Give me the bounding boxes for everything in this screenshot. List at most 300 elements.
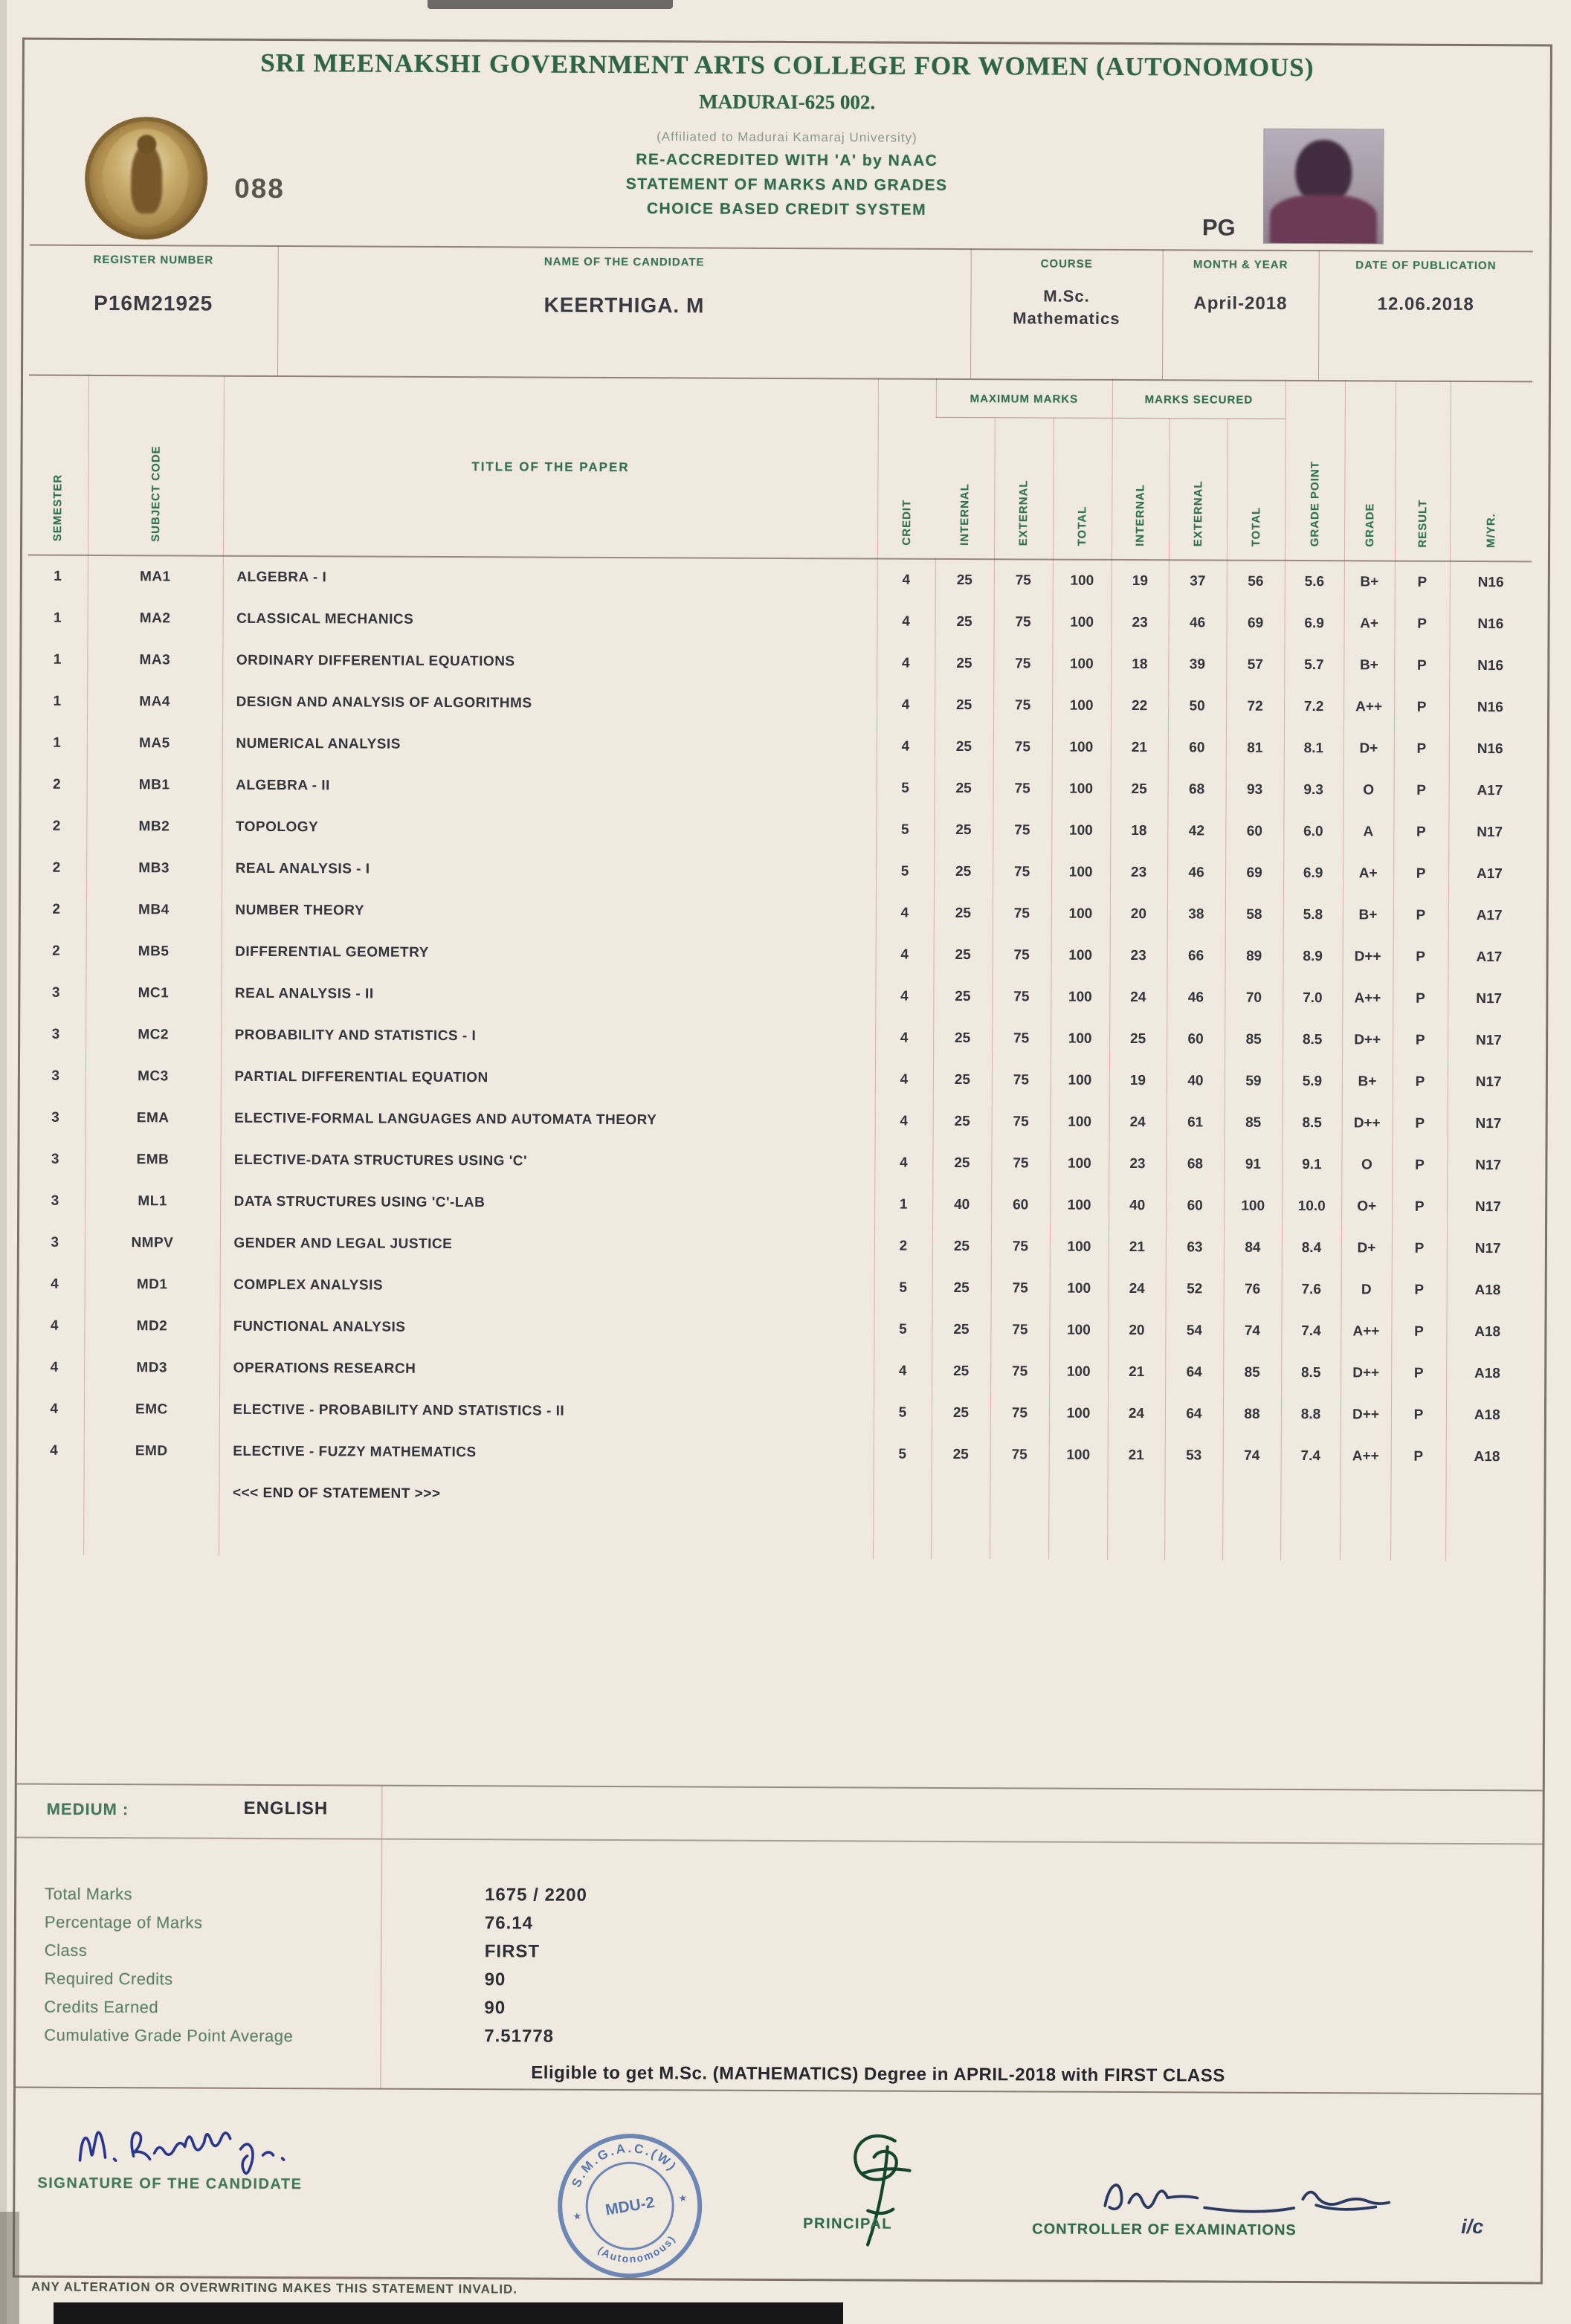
cell-mt: 100	[1049, 1434, 1108, 1476]
cell-st: 84	[1224, 1227, 1282, 1268]
cell-mi: 25	[932, 1308, 990, 1350]
cell-se: 64	[1165, 1352, 1223, 1393]
percentage-label: Percentage of Marks	[44, 1912, 203, 1932]
cell-mt: 100	[1051, 768, 1110, 810]
cell-title: NUMERICAL ANALYSIS	[222, 723, 877, 767]
cell-mi: 25	[934, 767, 993, 809]
cell-si: 23	[1111, 601, 1168, 643]
cell-myr: A18	[1446, 1436, 1528, 1477]
cell-si: 22	[1111, 685, 1168, 726]
cell-myr: N17	[1448, 1019, 1529, 1061]
cell-mt: 100	[1050, 1226, 1109, 1268]
college-round-stamp	[542, 2118, 718, 2294]
header-grade-point: GRADE POINT	[1285, 381, 1345, 561]
serial-number: 088	[234, 172, 285, 204]
cell-credit: 5	[874, 1267, 932, 1308]
cell-mi: 25	[932, 1225, 991, 1267]
cell-title: DIFFERENTIAL GEOMETRY	[222, 931, 876, 975]
cell-si: 19	[1109, 1059, 1167, 1101]
svg-text:★: ★	[572, 2210, 583, 2223]
cell-title: FUNCTIONAL ANALYSIS	[219, 1305, 874, 1350]
cell-title: PROBABILITY AND STATISTICS - I	[221, 1014, 875, 1059]
cell-mi: 25	[933, 1059, 992, 1100]
cell-st: 70	[1225, 977, 1283, 1019]
cell-result: P	[1393, 978, 1448, 1019]
header-title: TITLE OF THE PAPER	[223, 376, 878, 558]
cell-mi: 25	[932, 1433, 990, 1475]
principal-signature	[784, 2121, 964, 2256]
cell-gp: 8.5	[1283, 1102, 1342, 1143]
cell-gp: 7.4	[1281, 1310, 1341, 1352]
cell-credit: 4	[876, 934, 934, 975]
cell-gp: 7.4	[1281, 1435, 1341, 1476]
cell-mt: 100	[1049, 1309, 1108, 1351]
cell-se: 38	[1167, 894, 1225, 935]
course-cell	[970, 249, 1163, 379]
cell-code: EMD	[84, 1430, 219, 1472]
cell-st: 85	[1223, 1352, 1281, 1393]
cell-mt: 100	[1051, 935, 1110, 976]
cell-mt: 100	[1052, 726, 1111, 768]
cell-si: 20	[1110, 893, 1167, 935]
cell-code: MB1	[87, 764, 222, 806]
cell-code: MA5	[87, 722, 222, 764]
cell-grade: D+	[1343, 728, 1394, 769]
cell-st: 76	[1224, 1268, 1282, 1310]
cell-sem: 2	[53, 776, 61, 793]
cell-code: MB2	[86, 805, 222, 848]
cell-se: 66	[1167, 935, 1225, 977]
affiliation-line: (Affiliated to Madurai Kamaraj University)	[657, 129, 917, 145]
cell-me: 75	[991, 1226, 1050, 1268]
cell-grade: D++	[1343, 936, 1393, 978]
required-credits-label: Required Credits	[44, 1969, 173, 1989]
header-semester: SEMESTER	[51, 474, 65, 542]
cell-result: P	[1393, 1103, 1448, 1144]
header-sec-total: TOTAL	[1227, 419, 1285, 560]
cell-result: P	[1392, 1144, 1447, 1186]
cell-se: 52	[1166, 1268, 1224, 1310]
cell-sem: 3	[51, 1151, 59, 1167]
college-emblem	[85, 117, 208, 240]
cell-title: ELECTIVE - PROBABILITY AND STATISTICS - II	[219, 1389, 874, 1433]
cell-result: P	[1393, 1019, 1448, 1061]
cell-myr: A17	[1449, 769, 1531, 811]
cell-result: P	[1392, 1269, 1447, 1311]
cell-code: MA2	[87, 597, 222, 639]
cell-title: GENDER AND LEGAL JUSTICE	[220, 1222, 874, 1267]
cell-se: 68	[1168, 769, 1226, 810]
cell-code: MD2	[84, 1305, 219, 1347]
cell-me: 75	[993, 893, 1051, 935]
register-number-cell	[29, 245, 278, 375]
cell-gp: 8.5	[1281, 1352, 1341, 1393]
cell-title: ALGEBRA - II	[222, 764, 877, 809]
cgpa-label: Cumulative Grade Point Average	[44, 2025, 294, 2046]
cell-sem: 2	[52, 859, 61, 876]
cell-sem: 3	[51, 984, 60, 1001]
table-row	[25, 1180, 1529, 1228]
cell-credit: 4	[877, 601, 935, 642]
cell-me: 75	[994, 559, 1053, 601]
cell-result: P	[1391, 1394, 1446, 1436]
cell-gp: 8.1	[1284, 727, 1343, 769]
cell-mt: 100	[1050, 1268, 1109, 1309]
table-row	[26, 1097, 1529, 1145]
cell-grade: D++	[1341, 1352, 1391, 1394]
accreditation-line: RE-ACCREDITED WITH 'A' by NAAC	[636, 151, 938, 170]
cell-myr: N17	[1448, 1103, 1529, 1144]
cell-grade: D++	[1341, 1394, 1391, 1436]
cell-se: 39	[1168, 644, 1226, 685]
header-marks-secured-group: MARKS SECURED	[1112, 380, 1285, 419]
publication-date-label: DATE OF PUBLICATION	[1355, 259, 1497, 273]
credits-earned-value: 90	[484, 1998, 506, 2018]
marks-table-body	[25, 555, 1532, 1478]
cell-myr: N17	[1448, 1061, 1529, 1103]
cell-sem: 4	[51, 1276, 59, 1292]
cell-myr: N17	[1448, 811, 1530, 853]
cell-st: 74	[1223, 1310, 1281, 1352]
cell-result: P	[1393, 853, 1448, 894]
table-row	[28, 597, 1531, 645]
cell-mt: 100	[1052, 685, 1111, 726]
cell-se: 50	[1168, 685, 1226, 727]
cell-credit: 5	[876, 809, 934, 850]
cell-si: 40	[1109, 1184, 1166, 1226]
cell-mi: 25	[934, 809, 993, 850]
cell-me: 75	[990, 1351, 1049, 1392]
cell-mi: 25	[933, 1017, 992, 1059]
cell-mt: 100	[1051, 976, 1109, 1018]
summary-row-cgpa	[16, 2021, 1541, 2056]
cell-mt: 100	[1049, 1392, 1108, 1434]
cell-st: 69	[1225, 852, 1283, 894]
cell-gp: 5.8	[1283, 894, 1343, 935]
cell-se: 42	[1167, 810, 1225, 852]
cell-credit: 5	[874, 1392, 932, 1433]
cell-result: P	[1391, 1311, 1446, 1352]
cell-st: 58	[1225, 894, 1283, 935]
cell-si: 23	[1110, 935, 1167, 976]
cell-grade: B+	[1343, 645, 1394, 686]
cell-si: 23	[1110, 851, 1167, 893]
medium-band	[16, 1784, 1542, 1845]
cell-me: 75	[991, 1143, 1050, 1184]
course-label: COURSE	[1040, 257, 1093, 271]
cell-me: 75	[993, 643, 1052, 685]
cell-code: MD3	[84, 1346, 219, 1389]
table-row	[25, 1346, 1528, 1395]
cell-me: 75	[990, 1392, 1049, 1434]
marks-table	[24, 375, 1532, 1561]
cell-me: 75	[992, 1018, 1051, 1059]
cell-gp: 10.0	[1282, 1185, 1341, 1227]
principal-signature-label: PRINCIPAL	[803, 2215, 893, 2233]
cell-gp: 7.6	[1282, 1268, 1341, 1310]
cell-gp: 8.5	[1283, 1019, 1342, 1060]
cell-si: 21	[1109, 1226, 1166, 1268]
header-sec-internal: INTERNAL	[1112, 418, 1170, 559]
cell-mt: 100	[1051, 1018, 1109, 1059]
table-row	[26, 1055, 1529, 1103]
svg-text:MDU-2: MDU-2	[604, 2193, 657, 2219]
credits-earned-label: Credits Earned	[44, 1997, 159, 2017]
cell-mt: 100	[1051, 893, 1110, 935]
header-credit: CREDIT	[877, 379, 936, 559]
cell-title: OPERATIONS RESEARCH	[219, 1347, 874, 1392]
cell-mi: 25	[932, 1392, 990, 1433]
cell-mi: 25	[935, 642, 993, 684]
cell-sem: 1	[53, 693, 62, 709]
cell-mt: 100	[1050, 1143, 1109, 1184]
cell-se: 64	[1165, 1393, 1223, 1435]
month-year-label: MONTH & YEAR	[1193, 258, 1288, 271]
cell-title: DESIGN AND ANALYSIS OF ALGORITHMS	[222, 681, 877, 726]
cell-mi: 25	[932, 1142, 991, 1184]
svg-text:(Autonomous): (Autonomous)	[596, 2232, 678, 2265]
cell-credit: 4	[875, 1059, 933, 1100]
publication-date-value: 12.06.2018	[1377, 294, 1474, 315]
cell-me: 75	[993, 601, 1052, 643]
cell-si: 19	[1112, 559, 1169, 601]
cell-myr: A18	[1446, 1311, 1528, 1352]
cell-title: ALGEBRA - I	[223, 555, 877, 601]
marks-table-footer-rows	[24, 1471, 1528, 1561]
cell-si: 23	[1109, 1143, 1166, 1184]
cell-me: 60	[991, 1184, 1050, 1226]
cell-st: 89	[1225, 935, 1283, 977]
cell-grade: B+	[1342, 1061, 1393, 1103]
cell-sem: 4	[50, 1401, 59, 1417]
cell-mi: 25	[934, 934, 993, 975]
cell-mt: 100	[1052, 601, 1111, 643]
cell-me: 75	[993, 768, 1051, 810]
cell-myr: A17	[1448, 936, 1530, 978]
cell-code: EMB	[85, 1138, 220, 1181]
cell-myr: N17	[1447, 1227, 1529, 1269]
table-row	[28, 764, 1531, 812]
cell-mt: 100	[1051, 810, 1110, 851]
cell-st: 81	[1226, 727, 1284, 769]
cell-code: MB3	[86, 847, 222, 889]
cell-sem: 4	[50, 1317, 59, 1334]
cell-me: 75	[993, 685, 1052, 726]
cell-grade: A+	[1344, 603, 1395, 645]
table-row	[26, 1013, 1529, 1062]
cell-gp: 5.7	[1284, 644, 1343, 685]
cell-mi: 25	[932, 1350, 990, 1392]
medium-label: MEDIUM :	[46, 1799, 129, 1819]
cell-mi: 25	[935, 601, 993, 642]
cell-code: MA4	[87, 680, 222, 723]
header-sec-external: EXTERNAL	[1169, 419, 1228, 560]
cell-se: 53	[1165, 1435, 1223, 1476]
cell-se: 37	[1169, 560, 1227, 602]
cell-me: 75	[993, 851, 1051, 893]
cell-st: 69	[1226, 602, 1284, 644]
cell-code: MB5	[86, 930, 222, 972]
cell-title: CLASSICAL MECHANICS	[222, 598, 877, 642]
total-marks-label: Total Marks	[45, 1884, 133, 1904]
cell-code: MB4	[86, 888, 222, 931]
document-frame	[13, 38, 1552, 2285]
cell-si: 21	[1108, 1351, 1165, 1392]
cell-myr: N16	[1449, 645, 1531, 686]
cell-myr: N17	[1447, 1186, 1529, 1227]
cell-credit: 4	[877, 726, 935, 767]
cell-si: 24	[1109, 1268, 1166, 1309]
cell-st: 59	[1225, 1060, 1283, 1102]
cell-gp: 8.8	[1281, 1393, 1341, 1435]
register-number-label: REGISTER NUMBER	[93, 253, 214, 267]
cell-sem: 1	[54, 568, 62, 584]
cell-result: P	[1393, 894, 1448, 936]
candidate-signature	[71, 2113, 309, 2181]
cell-credit: 4	[877, 684, 935, 726]
cell-grade: D++	[1342, 1019, 1393, 1061]
cell-credit: 4	[874, 1142, 932, 1184]
result-summary	[16, 1843, 1542, 2056]
cell-gp: 9.3	[1284, 769, 1343, 810]
cell-me: 75	[990, 1434, 1049, 1476]
emblem-figure-head	[137, 135, 156, 154]
cell-mt: 100	[1052, 643, 1111, 685]
cell-result: P	[1394, 686, 1449, 728]
cell-sem: 3	[51, 1109, 59, 1126]
cell-se: 60	[1168, 727, 1226, 769]
cell-credit: 4	[875, 1100, 933, 1142]
cell-title: ELECTIVE - FUZZY MATHEMATICS	[219, 1430, 874, 1475]
cell-st: 100	[1224, 1185, 1282, 1227]
cell-mi: 25	[935, 558, 994, 601]
cell-grade: A++	[1341, 1311, 1391, 1352]
cell-sem: 1	[54, 610, 62, 626]
cell-grade: O	[1341, 1144, 1392, 1186]
cell-myr: A18	[1447, 1269, 1529, 1311]
cell-si: 25	[1109, 1018, 1167, 1059]
cell-mi: 40	[932, 1184, 991, 1225]
publication-date-cell	[1318, 251, 1533, 381]
cell-mt: 100	[1051, 1101, 1109, 1143]
cell-credit: 5	[874, 1308, 932, 1350]
table-row	[27, 847, 1530, 895]
class-value: FIRST	[484, 1941, 541, 1962]
cell-credit: 1	[874, 1184, 932, 1225]
table-row	[25, 1263, 1529, 1311]
emblem-figure	[131, 145, 162, 213]
cell-result: P	[1394, 769, 1449, 811]
cell-sem: 3	[51, 1234, 59, 1250]
cell-se: 46	[1167, 852, 1225, 894]
cell-si: 20	[1108, 1309, 1165, 1351]
cell-gp: 6.9	[1283, 852, 1343, 894]
college-address: MADURAI-625 002.	[699, 90, 876, 114]
cell-credit: 5	[876, 767, 934, 809]
table-row	[28, 639, 1531, 687]
cell-title: ELECTIVE-FORMAL LANGUAGES AND AUTOMATA THEORY	[221, 1097, 875, 1142]
scanner-edge-artifact-corner	[0, 2212, 19, 2324]
cell-st: 74	[1223, 1435, 1281, 1476]
cell-myr: A18	[1446, 1394, 1528, 1436]
cell-gp: 9.1	[1282, 1143, 1341, 1185]
cell-mt: 100	[1050, 1184, 1109, 1226]
header-subject-code: SUBJECT CODE	[88, 375, 224, 555]
summary-bottom-rule	[16, 2086, 1541, 2094]
cell-gp: 5.6	[1285, 560, 1344, 602]
cell-result: P	[1393, 936, 1448, 978]
cell-myr: N17	[1447, 1144, 1529, 1186]
cell-credit: 5	[876, 850, 934, 892]
percentage-value: 76.14	[484, 1913, 534, 1934]
cell-title: TOPOLOGY	[222, 806, 876, 850]
course-value	[971, 286, 1162, 329]
cell-myr: N16	[1449, 686, 1531, 728]
candidate-signature-label: SIGNATURE OF THE CANDIDATE	[37, 2175, 303, 2193]
cell-se: 46	[1167, 977, 1225, 1019]
cell-title: ELECTIVE-DATA STRUCTURES USING 'C'	[220, 1139, 874, 1184]
cell-st: 88	[1223, 1393, 1281, 1435]
header-max-internal: INTERNAL	[958, 482, 972, 546]
cell-gp: 6.0	[1283, 810, 1343, 852]
cell-myr: N16	[1449, 728, 1531, 769]
table-row	[25, 1388, 1528, 1436]
month-year-value: April-2018	[1193, 293, 1288, 314]
cell-result: P	[1392, 1186, 1447, 1227]
cell-me: 75	[991, 1268, 1050, 1309]
cell-code: MC2	[86, 1013, 221, 1056]
cell-result: P	[1394, 645, 1449, 686]
cell-st: 60	[1225, 810, 1283, 852]
cell-myr: N16	[1450, 561, 1532, 603]
cell-me: 75	[992, 1101, 1051, 1143]
cell-sem: 4	[50, 1359, 59, 1375]
cell-st: 91	[1224, 1143, 1282, 1185]
course-line1: M.Sc.	[1043, 286, 1090, 306]
cell-credit: 4	[874, 1350, 932, 1392]
table-row	[26, 972, 1529, 1020]
cell-grade: A++	[1342, 978, 1393, 1019]
cell-st: 72	[1226, 685, 1284, 727]
cell-mt: 100	[1051, 851, 1110, 893]
register-number-value: P16M21925	[94, 291, 213, 315]
cell-title: DATA STRUCTURES USING 'C'-LAB	[220, 1181, 874, 1225]
cell-grade: A++	[1343, 686, 1394, 728]
cell-sem: 3	[51, 1068, 59, 1084]
header-result: RESULT	[1395, 381, 1451, 561]
cell-sem: 3	[51, 1026, 60, 1042]
cell-result: P	[1391, 1352, 1446, 1394]
cell-result: P	[1393, 1061, 1448, 1103]
cell-sem: 2	[52, 901, 60, 917]
cell-code: NMPV	[85, 1221, 220, 1264]
cell-si: 21	[1111, 726, 1168, 768]
table-row	[27, 930, 1530, 978]
cell-se: 61	[1167, 1102, 1225, 1143]
cell-mi: 25	[933, 975, 992, 1017]
cell-si: 21	[1108, 1434, 1165, 1476]
cell-gp: 6.9	[1285, 602, 1344, 644]
statement-title: STATEMENT OF MARKS AND GRADES	[625, 175, 948, 194]
cell-code: MD1	[85, 1263, 220, 1305]
candidate-info-table	[29, 245, 1533, 381]
cell-grade: D	[1341, 1269, 1392, 1311]
cell-se: 68	[1166, 1143, 1224, 1185]
cell-grade: B+	[1344, 561, 1395, 603]
cell-gp: 7.0	[1283, 977, 1342, 1019]
cell-se: 40	[1167, 1060, 1225, 1102]
svg-text:★: ★	[677, 2192, 688, 2204]
